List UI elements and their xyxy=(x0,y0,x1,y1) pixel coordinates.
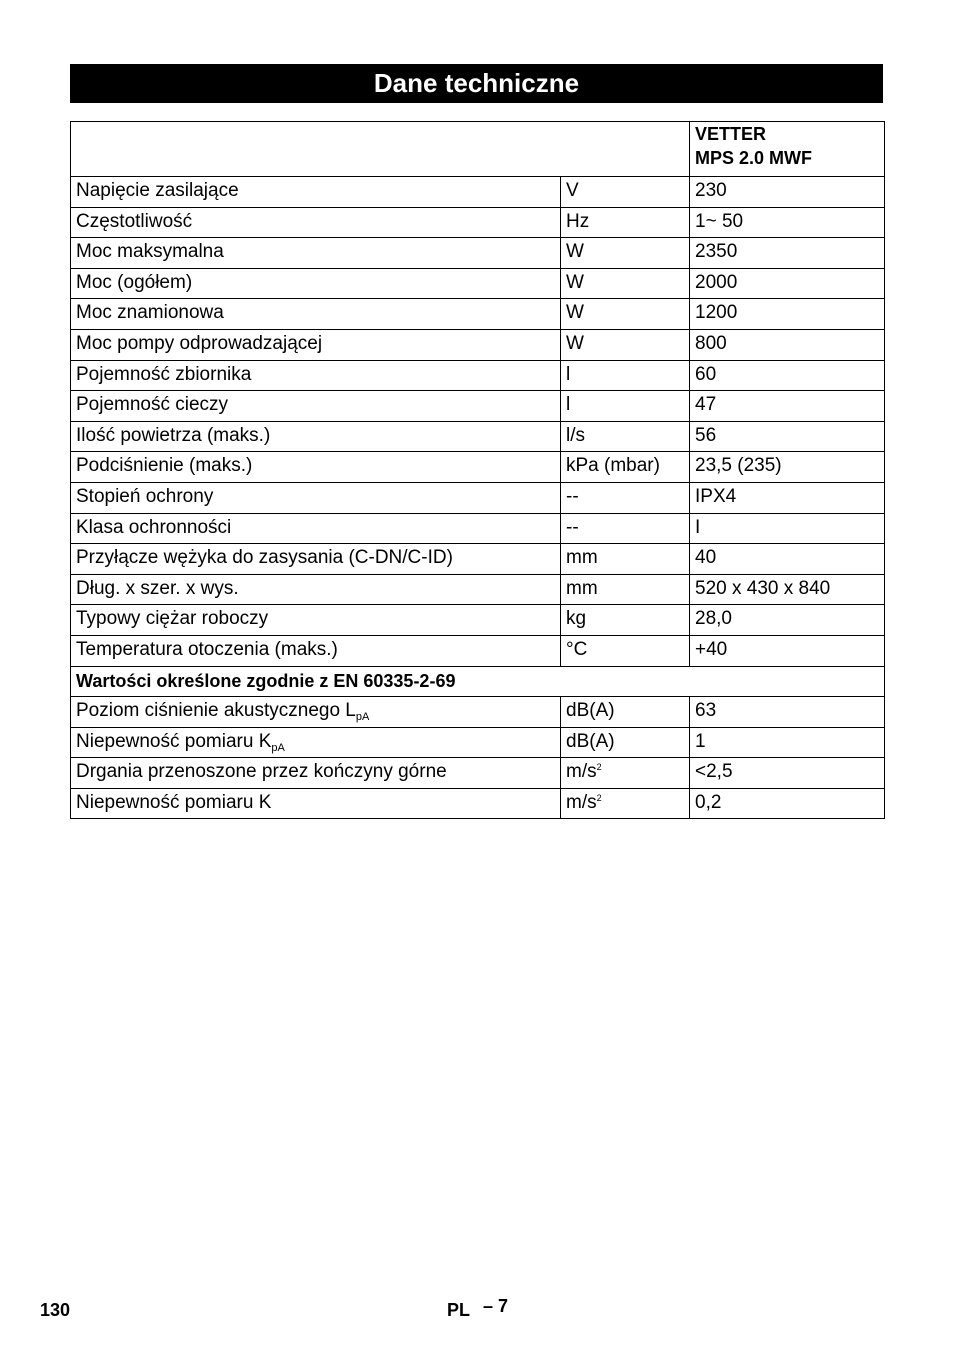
spec-value-cell xyxy=(690,727,885,758)
spec-label-cell xyxy=(71,482,561,513)
page-title-text: Dane techniczne xyxy=(373,68,580,98)
spec-label-cell-text: Moc pompy odprowadzającej xyxy=(76,332,323,354)
spec-label-cell-text: Stopień ochrony xyxy=(76,485,214,507)
spec-unit-cell xyxy=(561,268,690,299)
spec-label-cell-text: Klasa ochronności xyxy=(76,516,232,538)
spec-unit-cell-text: °C xyxy=(566,638,588,660)
spec-unit-cell-text: dB(A) xyxy=(566,700,615,722)
spec-unit-cell-text: -- xyxy=(566,485,579,507)
spec-unit-cell xyxy=(561,574,690,605)
spec-value-cell xyxy=(690,360,885,391)
spec-value-cell-text: 56 xyxy=(695,424,717,446)
spec-unit-cell-text: W xyxy=(566,271,584,293)
spec-value-cell-text: 47 xyxy=(695,394,717,416)
spec-value-cell-text: 0,2 xyxy=(695,791,722,813)
spec-label-cell-text: Pojemność zbiornika xyxy=(76,363,252,385)
spec-unit-cell xyxy=(561,299,690,330)
spec-value-cell-text: 520 x 430 x 840 xyxy=(695,577,831,599)
spec-unit-cell xyxy=(561,635,690,666)
spec-value-cell xyxy=(690,329,885,360)
model-name-line1: VETTER xyxy=(695,124,767,144)
spec-value-cell-text: 1~ 50 xyxy=(695,210,744,232)
table-row xyxy=(71,513,885,544)
table-row xyxy=(71,727,885,758)
spec-value-cell xyxy=(690,177,885,208)
spec-value-cell-text: 23,5 (235) xyxy=(695,455,782,477)
spec-label-cell-text: Poziom ciśnienie akustycznego L xyxy=(76,700,356,722)
spec-label-cell xyxy=(71,574,561,605)
spec-unit-cell-text: l xyxy=(566,363,571,385)
page-title xyxy=(70,64,883,103)
spec-value-cell xyxy=(690,391,885,422)
spec-value-cell-text: +40 xyxy=(695,638,728,660)
spec-label-cell-text: Moc znamionowa xyxy=(76,302,224,324)
spec-unit-cell-text: mm xyxy=(566,577,598,599)
spec-unit-cell xyxy=(561,788,690,819)
spec-unit-cell xyxy=(561,360,690,391)
spec-label-cell xyxy=(71,635,561,666)
spec-label-cell-text: Niepewność pomiaru K xyxy=(76,791,272,813)
spec-unit-cell-text: V xyxy=(566,180,579,201)
table-row xyxy=(71,788,885,819)
spec-label-cell-text: Moc maksymalna xyxy=(76,241,224,263)
language-code: PL xyxy=(447,1300,471,1320)
spec-label-cell xyxy=(71,391,561,422)
table-row xyxy=(71,758,885,789)
spec-label-cell-text: Napięcie zasilające xyxy=(76,180,239,201)
spec-label-cell xyxy=(71,207,561,238)
spec-value-cell xyxy=(690,605,885,636)
spec-value-cell xyxy=(690,513,885,544)
spec-unit-cell-text: kg xyxy=(566,608,587,630)
spec-label-cell xyxy=(71,758,561,789)
spec-label-cell xyxy=(71,727,561,758)
spec-label-cell-text: Pojemność cieczy xyxy=(76,394,229,416)
header-empty-cell xyxy=(71,122,690,177)
spec-unit-cell xyxy=(561,544,690,575)
spec-label-cell-text: Podciśnienie (maks.) xyxy=(76,455,253,477)
spec-unit-cell xyxy=(561,605,690,636)
unit-superscript: 2 xyxy=(596,792,602,803)
section-header-row xyxy=(71,666,885,697)
table-row xyxy=(71,177,885,208)
spec-label-cell-text: Niepewność pomiaru K xyxy=(76,730,272,752)
table-row xyxy=(71,635,885,666)
spec-label-cell xyxy=(71,513,561,544)
spec-value-cell xyxy=(690,482,885,513)
spec-label-cell-text: Ilość powietrza (maks.) xyxy=(76,424,271,446)
spec-label-cell-text: Dług. x szer. x wys. xyxy=(76,577,239,599)
spec-unit-cell xyxy=(561,727,690,758)
spec-value-cell xyxy=(690,635,885,666)
spec-unit-cell-text: kPa (mbar) xyxy=(566,455,660,477)
spec-label-cell-text: Temperatura otoczenia (maks.) xyxy=(76,638,338,660)
spec-label-cell xyxy=(71,421,561,452)
spec-label-cell xyxy=(71,177,561,208)
table-row xyxy=(71,360,885,391)
section-title-cell-text: Wartości określone zgodnie z EN 60335-2-69 xyxy=(76,670,456,691)
spec-unit-cell-text: Hz xyxy=(566,210,590,232)
spec-label-cell xyxy=(71,544,561,575)
spec-unit-cell-text: l/s xyxy=(566,424,585,446)
spec-value-cell-text: 28,0 xyxy=(695,608,732,630)
spec-label-cell-text: Częstotliwość xyxy=(76,210,193,232)
spec-value-cell-text: 800 xyxy=(695,332,727,354)
spec-value-cell-text: 63 xyxy=(695,700,717,722)
spec-unit-cell xyxy=(561,697,690,728)
section-title-cell xyxy=(71,666,885,697)
label-subscript: pA xyxy=(271,741,285,754)
spec-unit-cell xyxy=(561,452,690,483)
footer-page-ref: – 7 xyxy=(483,1296,509,1316)
table-header-row xyxy=(71,122,885,177)
spec-value-cell-text: 1200 xyxy=(695,302,738,324)
spec-label-cell xyxy=(71,452,561,483)
spec-value-cell xyxy=(690,268,885,299)
spec-unit-cell-text: dB(A) xyxy=(566,730,615,752)
spec-label-cell-text: Moc (ogółem) xyxy=(76,271,193,293)
table-row xyxy=(71,452,885,483)
table-row xyxy=(71,299,885,330)
spec-value-cell xyxy=(690,788,885,819)
table-row xyxy=(71,605,885,636)
spec-label-cell xyxy=(71,329,561,360)
table-row xyxy=(71,391,885,422)
table-row xyxy=(71,544,885,575)
spec-value-cell-text: 230 xyxy=(695,180,727,201)
spec-unit-cell xyxy=(561,177,690,208)
spec-label-cell xyxy=(71,238,561,269)
table-row xyxy=(71,268,885,299)
table-row xyxy=(71,421,885,452)
spec-value-cell-text: IPX4 xyxy=(695,485,737,507)
spec-unit-cell xyxy=(561,758,690,789)
table-row xyxy=(71,697,885,728)
spec-label-cell xyxy=(71,299,561,330)
spec-value-cell xyxy=(690,452,885,483)
spec-unit-cell xyxy=(561,482,690,513)
spec-unit-cell-text: m/s xyxy=(566,761,597,783)
spec-label-cell xyxy=(71,268,561,299)
spec-value-cell xyxy=(690,574,885,605)
technical-data-table xyxy=(70,121,885,819)
spec-value-cell-text: 2350 xyxy=(695,241,738,263)
spec-value-cell xyxy=(690,758,885,789)
spec-value-cell xyxy=(690,697,885,728)
model-name-line2: MPS 2.0 MWF xyxy=(695,148,813,168)
spec-value-cell-text: 2000 xyxy=(695,271,738,293)
spec-unit-cell-text: -- xyxy=(566,516,579,538)
spec-unit-cell-text: m/s xyxy=(566,791,597,813)
spec-value-cell-text: <2,5 xyxy=(695,761,733,783)
spec-value-cell-text: 1 xyxy=(695,730,706,752)
spec-unit-cell-text: W xyxy=(566,302,584,324)
spec-unit-cell xyxy=(561,207,690,238)
table-row xyxy=(71,574,885,605)
page-number: 130 xyxy=(40,1300,71,1320)
table-row xyxy=(71,207,885,238)
spec-value-cell xyxy=(690,238,885,269)
spec-label-cell-text: Typowy ciężar roboczy xyxy=(76,608,269,630)
spec-unit-cell xyxy=(561,421,690,452)
spec-value-cell xyxy=(690,299,885,330)
spec-label-cell xyxy=(71,697,561,728)
model-header-cell xyxy=(690,122,885,177)
table-row xyxy=(71,238,885,269)
spec-value-cell-text: 40 xyxy=(695,547,717,569)
spec-unit-cell-text: mm xyxy=(566,547,598,569)
spec-label-cell-text: Przyłącze wężyka do zasysania (C-DN/C-ID) xyxy=(76,547,453,569)
spec-unit-cell-text: W xyxy=(566,332,584,354)
spec-value-cell xyxy=(690,544,885,575)
spec-value-cell xyxy=(690,421,885,452)
spec-label-cell xyxy=(71,605,561,636)
spec-label-cell-text: Drgania przenoszone przez kończyny górne xyxy=(76,761,447,783)
spec-unit-cell xyxy=(561,391,690,422)
spec-value-cell-text: 60 xyxy=(695,363,717,385)
label-subscript: pA xyxy=(355,711,370,724)
spec-unit-cell-text: l xyxy=(566,394,571,416)
table-row xyxy=(71,482,885,513)
spec-unit-cell xyxy=(561,238,690,269)
spec-unit-cell xyxy=(561,329,690,360)
spec-value-cell xyxy=(690,207,885,238)
spec-label-cell xyxy=(71,788,561,819)
spec-label-cell xyxy=(71,360,561,391)
spec-value-cell-text: I xyxy=(695,516,701,538)
spec-unit-cell-text: W xyxy=(566,241,584,263)
spec-unit-cell xyxy=(561,513,690,544)
table-row xyxy=(71,329,885,360)
unit-superscript: 2 xyxy=(596,762,602,773)
